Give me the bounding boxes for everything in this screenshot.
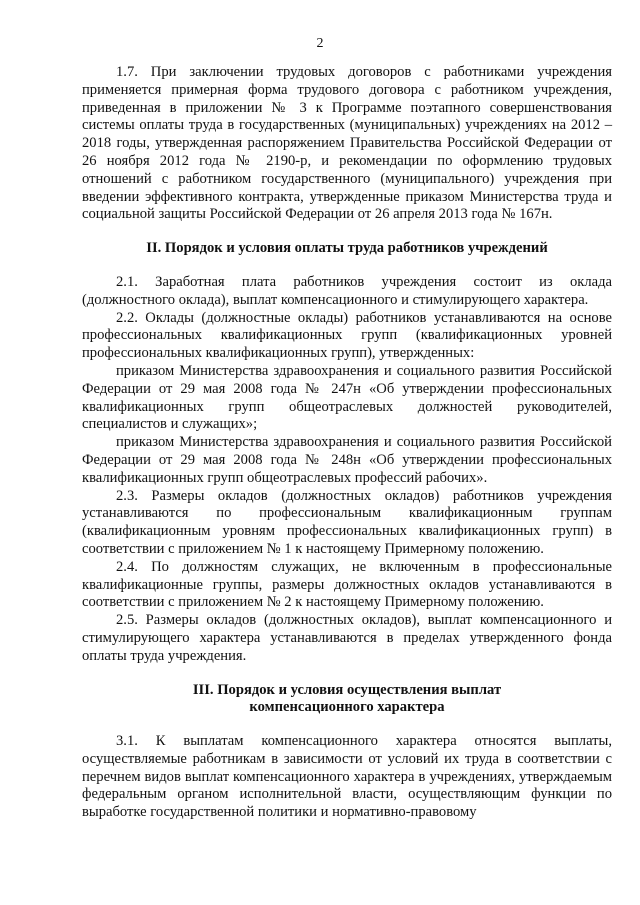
section-heading-3-line-1: III. Порядок и условия осуществления выплат <box>192 681 502 698</box>
section-heading-3-line-2: компенсационного характера <box>249 699 445 716</box>
document-body <box>82 64 612 822</box>
paragraph-2-1: 2.1. Заработная плата работников учреждения состоит из оклада (должностного оклада), выплат компенсационного и стимулирующего характера. <box>82 273 612 308</box>
paragraph-2-2: 2.2. Оклады (должностные оклады) работников устанавливаются на основе профессиональных квалификационных групп (квалификационных уровней профессиональных квалификационных групп), утвержденных: <box>82 309 612 362</box>
paragraph-1-7: 1.7. При заключении трудовых договоров с работниками учреждения применяется примерная форма трудового договора с работником учреждения, приведенная в приложении № 3 к Программе поэтапного совершенствования системы оплаты труда в государственных (муниципальных) учреждениях на 2012 – 2018 годы, утвержденная распоряжением Правительства Российской Федерации от 26 ноября 2012 года № 2190-р, и рекомендации по оформлению трудовых отношений с работником государственного (муниципального) учреждения при введении эффективного контракта, утвержденные приказом Министерства труда и социальной защиты Российской Федерации от 26 апреля 2013 года № 167н. <box>82 64 612 223</box>
section-heading-2: II. Порядок и условия оплаты труда работников учреждений <box>146 240 548 257</box>
paragraph-2-4: 2.4. По должностям служащих, не включенным в профессиональные квалификационные группы, размеры должностных окладов устанавливаются в соответствии с приложением № 2 к настоящему Примерному положению. <box>82 558 612 611</box>
paragraph-2-5: 2.5. Размеры окладов (должностных окладов), выплат компенсационного и стимулирующего характера устанавливаются в пределах утвержденного фонда оплаты труда учреждения. <box>82 612 612 664</box>
section-heading-3 <box>82 682 612 718</box>
page-number: 2 <box>316 36 324 51</box>
paragraph-order-248n: приказом Министерства здравоохранения и социального развития Российской Федерации от 29 мая 2008 года № 248н «Об утверждении профессиональных квалификационных групп общеотраслевых профессий рабочих». <box>82 434 612 486</box>
paragraph-2-3: 2.3. Размеры окладов (должностных окладов) работников учреждения устанавливаются по профессиональным квалификационным группам (квалификационным уровням профессиональных квалификационных групп) в соответствии с приложением № 1 к настоящему Примерному положению. <box>82 487 612 557</box>
paragraph-order-247n: приказом Министерства здравоохранения и социального развития Российской Федерации от 29 мая 2008 года № 247н «Об утверждении профессиональных квалификационных групп общеотраслевых должностей руководителей, специалистов и служащих»; <box>82 362 612 433</box>
paragraph-3-1: 3.1. К выплатам компенсационного характера относятся выплаты, осуществляемые работникам в зависимости от условий их труда в соответствии с перечнем видов выплат компенсационного характера в учреждениях, утверждаемым федеральным органом исполнительной власти, осуществляющим функции по выработке государственной политики и нормативно-правовому <box>82 733 612 821</box>
